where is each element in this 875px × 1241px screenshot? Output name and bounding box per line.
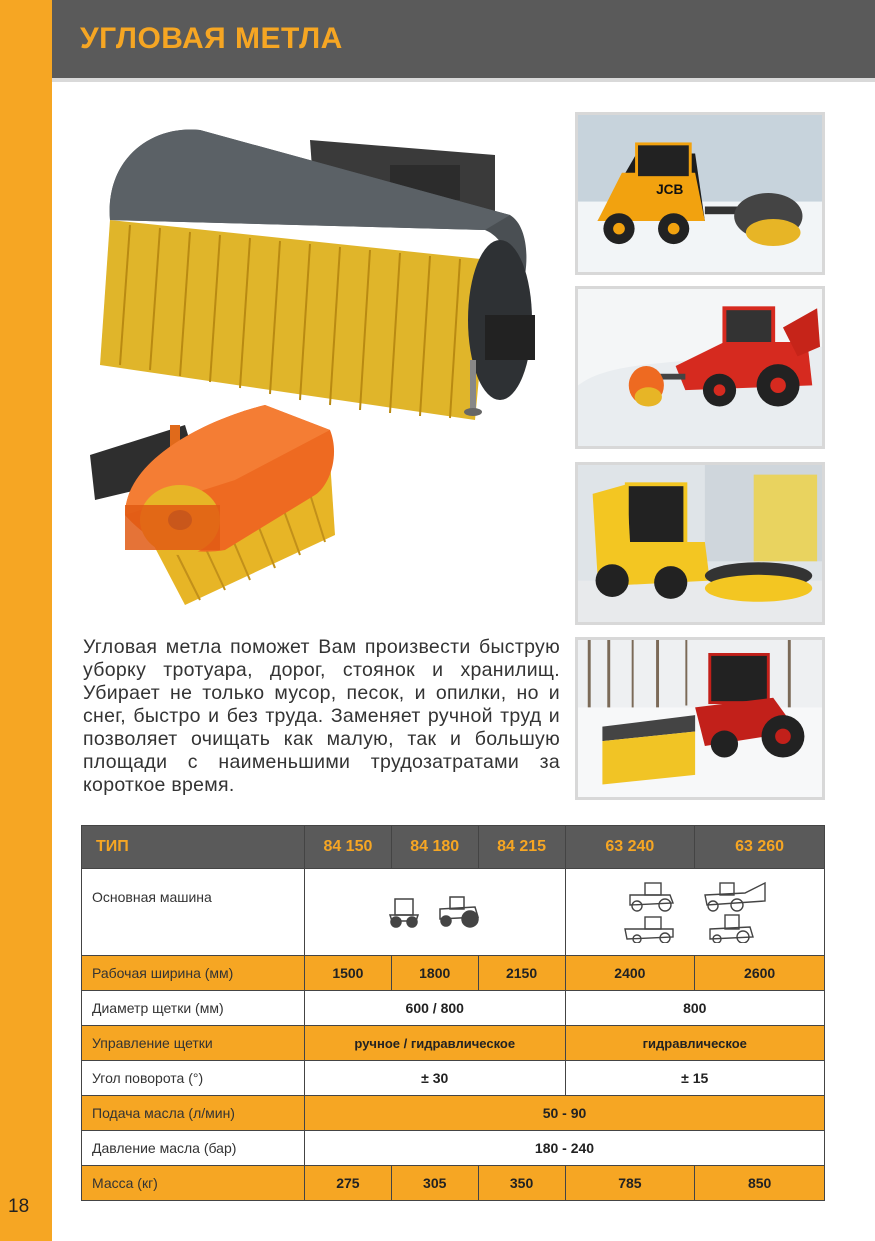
- table-cell: 2400: [565, 956, 695, 991]
- jcb-logo: JCB: [656, 182, 684, 197]
- table-cell: 800: [565, 991, 825, 1026]
- table-cell: 275: [305, 1166, 392, 1201]
- loader-and-backhoe-icon: [615, 879, 775, 943]
- table-row-base-machine: [82, 869, 825, 956]
- table-cell: 850: [695, 1166, 825, 1201]
- table-row-brush-control: [82, 1026, 825, 1061]
- skid-steer-and-tractor-icon: [380, 891, 490, 931]
- photo-jcb-skid-steer: [575, 112, 825, 275]
- photo-backhoe-loader: [575, 286, 825, 449]
- page-title: УГЛОВАЯ МЕТЛА: [80, 22, 343, 55]
- table-row-mass: [82, 1166, 825, 1201]
- table-row-oil-flow: [82, 1096, 825, 1131]
- table-cell: ручное / гидравлическое: [305, 1026, 566, 1061]
- table-cell: 1800: [391, 956, 478, 991]
- row-label: Угол поворота (°): [82, 1061, 305, 1096]
- header-bar: [52, 0, 875, 82]
- specifications-table: [81, 825, 825, 1201]
- photo-yellow-skid-steer: [575, 462, 825, 625]
- table-cell: 180 - 240: [305, 1131, 825, 1166]
- row-label: Подача масла (л/мин): [82, 1096, 305, 1131]
- table-header-row: [82, 826, 825, 869]
- product-description: Угловая метла поможет Вам произвести быструю уборку тротуара, дорог, стоянок и хранилищ. Убирает не только мусор, песок, и опилки, но и снег, быстро и без труда. Заменяет ручной труд и позволяет очищать как малую, так и большую площади с наименьшими трудозатратами за короткое время.: [83, 636, 560, 796]
- header-model: 63 240: [565, 826, 695, 869]
- table-cell: ± 15: [565, 1061, 825, 1096]
- table-cell: 305: [391, 1166, 478, 1201]
- side-accent-strip: [0, 0, 52, 1241]
- page-number: 18: [8, 1196, 30, 1217]
- table-cell: 600 / 800: [305, 991, 566, 1026]
- header-model: 84 215: [478, 826, 565, 869]
- header-model: 63 260: [695, 826, 825, 869]
- row-label: Рабочая ширина (мм): [82, 956, 305, 991]
- header-model: 84 150: [305, 826, 392, 869]
- table-cell: 785: [565, 1166, 695, 1201]
- header-model: 84 180: [391, 826, 478, 869]
- table-cell: гидравлическое: [565, 1026, 825, 1061]
- row-label: Основная машина: [92, 889, 212, 905]
- row-label: Управление щетки: [82, 1026, 305, 1061]
- table-row-rotation-angle: [82, 1061, 825, 1096]
- base-machine-icons-large: [565, 869, 825, 956]
- table-cell: 50 - 90: [305, 1096, 825, 1131]
- table-cell: 1500: [305, 956, 392, 991]
- table-row-working-width: [82, 956, 825, 991]
- table-cell: ± 30: [305, 1061, 566, 1096]
- table-cell: 2150: [478, 956, 565, 991]
- photo-tractor-snow: [575, 637, 825, 800]
- table-row-brush-diameter: [82, 991, 825, 1026]
- orange-broom-illustration: [85, 400, 355, 610]
- base-machine-icons-small: [305, 869, 566, 956]
- header-type: ТИП: [82, 826, 305, 869]
- main-broom-illustration: [90, 120, 560, 440]
- table-cell: 350: [478, 1166, 565, 1201]
- row-label: Масса (кг): [82, 1166, 305, 1201]
- table-cell: 2600: [695, 956, 825, 991]
- table-row-oil-pressure: [82, 1131, 825, 1166]
- row-label: Диаметр щетки (мм): [82, 991, 305, 1026]
- row-label: Давление масла (бар): [82, 1131, 305, 1166]
